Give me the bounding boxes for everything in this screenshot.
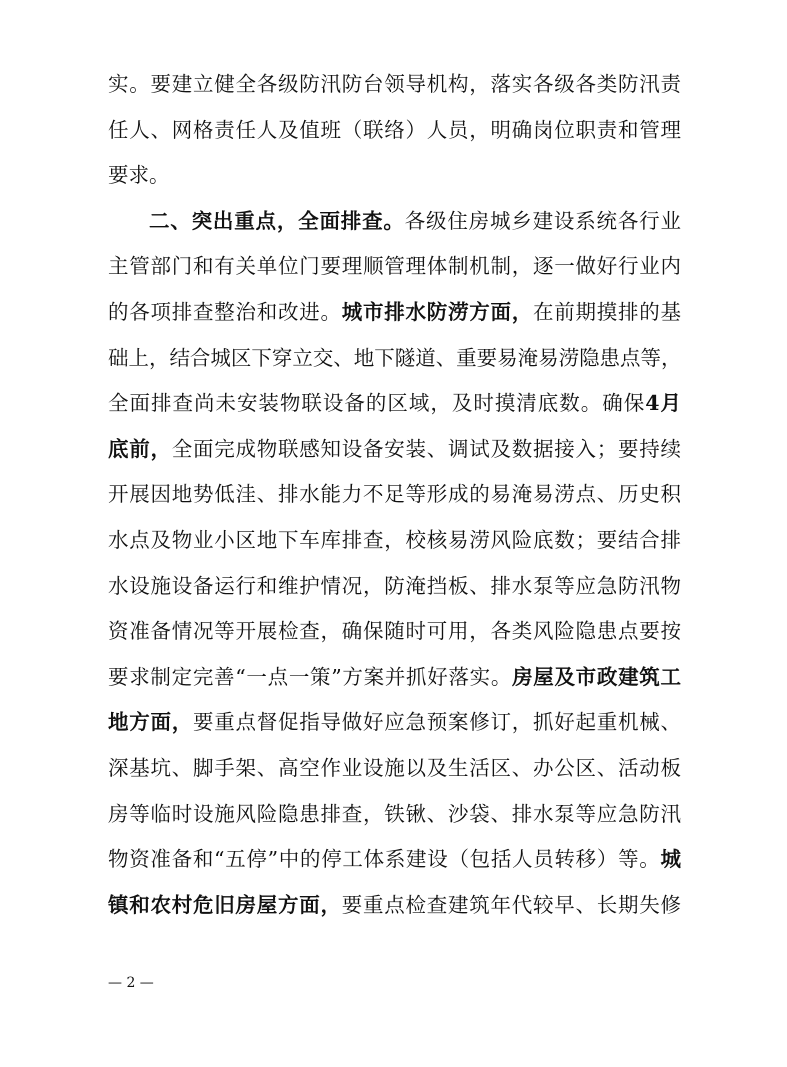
text-run: 深基坑、脚手架、高空作业设施以及生活区、办公区、活动板 [108, 755, 681, 780]
body-text [108, 62, 681, 928]
bold-text: 房屋及市政建筑工 [512, 664, 681, 689]
bold-text: 底前， [108, 436, 172, 461]
text-line [108, 700, 681, 746]
text-run: 要求制定完善“一点一策”方案并抓好落实。 [108, 664, 513, 689]
text-run: 任人、网格责任人及值班（联络）人员，明确岗位职责和管理 [108, 117, 681, 142]
paragraph-responsibility [108, 62, 681, 199]
bold-text: 城 [660, 847, 681, 872]
bold-text: 城市排水防涝方面， [341, 299, 533, 324]
text-run: 房等临时设施风险隐患排查，铁锹、沙袋、排水泵等应急防汛 [108, 801, 681, 826]
text-run: 的各项排查整治和改进。 [108, 299, 342, 324]
text-line [108, 792, 681, 838]
section-heading: 二、突出重点，全面排查。 [149, 208, 405, 233]
text-line [108, 746, 681, 792]
page-number: — 2 — [108, 975, 154, 991]
paragraph-inspection [108, 199, 681, 929]
text-line [108, 290, 681, 336]
text-line [108, 244, 681, 290]
text-line [108, 655, 681, 701]
bold-text: 4月 [645, 391, 682, 416]
text-line [108, 883, 681, 929]
text-run: 在前期摸排的基 [533, 299, 681, 324]
text-run: 开展因地势低洼、排水能力不足等形成的易淹易涝点、历史积 [108, 482, 681, 507]
text-run: 水点及物业小区地下车库排查，校核易涝风险底数；要结合排 [108, 527, 681, 552]
text-line [108, 472, 681, 518]
text-line [108, 153, 681, 199]
text-line [108, 837, 681, 883]
text-line [108, 427, 681, 473]
text-run: 础上，结合城区下穿立交、地下隧道、重要易淹易涝隐患点等， [108, 345, 681, 370]
text-line [108, 609, 681, 655]
text-run: 要重点督促指导做好应急预案修订，抓好起重机械、 [193, 710, 681, 735]
text-run: 主管部门和有关单位门要理顺管理体制机制，逐一做好行业内 [108, 254, 681, 279]
text-run: 要重点检查建筑年代较早、长期失修 [341, 892, 681, 917]
text-run: 各级住房城乡建设系统各行业 [404, 208, 681, 233]
bold-text: 地方面， [108, 710, 193, 735]
text-line [108, 62, 681, 108]
text-run: 物资准备和“五停”中的停工体系建设（包括人员转移）等。 [108, 847, 661, 872]
text-line [108, 199, 681, 245]
text-line [108, 108, 681, 154]
text-run: 全面排查尚未安装物联设备的区域，及时摸清底数。确保 [108, 391, 646, 416]
text-run: 实。要建立健全各级防汛防台领导机构，落实各级各类防汛责 [108, 72, 681, 96]
text-run: 全面完成物联感知设备安装、调试及数据接入；要持续 [171, 436, 681, 461]
text-line [108, 564, 681, 610]
text-run: 资准备情况等开展检查，确保随时可用，各类风险隐患点要按 [108, 619, 681, 644]
text-run: 水设施设备运行和维护情况，防淹挡板、排水泵等应急防汛物 [108, 573, 681, 598]
text-line [108, 518, 681, 564]
text-line [108, 336, 681, 382]
text-run: 要求。 [108, 163, 170, 188]
bold-text: 镇和农村危旧房屋方面， [108, 892, 342, 917]
text-line [108, 381, 681, 427]
